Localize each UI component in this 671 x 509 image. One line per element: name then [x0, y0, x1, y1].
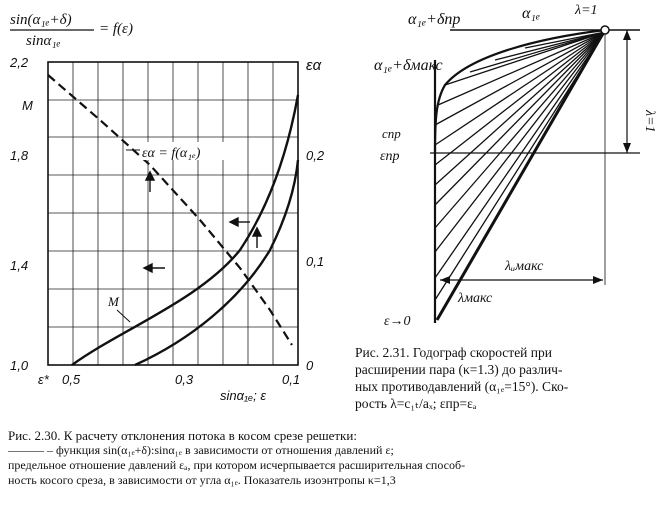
fig231-apex-point: [601, 26, 609, 34]
fig231-label-eps-pr: εпр: [380, 149, 400, 164]
fig230-left-tick-1: 1,8: [10, 148, 29, 163]
fig231-caption-line-1: Рис. 2.31. Годограф скоростей при: [355, 345, 552, 360]
fig230-bottom-tick-3: 0,1: [282, 372, 301, 387]
fig230-bottom-tick-1: 0,5: [62, 372, 81, 387]
fig230-formula-denominator: sinα₁ₑ: [26, 33, 61, 49]
fig231-hodograph: [374, 3, 657, 329]
fig230-curve-M: [72, 95, 298, 365]
fig231-caption-line-2: расширении пара (κ=1.3) до различ-: [355, 362, 563, 377]
fig230-curve-eps-alpha: [135, 160, 298, 365]
fig231-label-lambda-vertical: λ=1: [642, 110, 657, 133]
fig230-left-tick-3: 1,0: [10, 358, 29, 373]
fig230-chart: [9, 12, 325, 403]
fig231-caption: [355, 344, 665, 412]
fig231-caption-line-3: ных противодавлений (α₁ₑ=15°). Ско-: [355, 379, 569, 394]
fig231-label-alpha-1e: α₁ₑ: [522, 5, 541, 22]
fig230-right-tick-1: 0,1: [306, 254, 325, 269]
fig230-left-tick-2: 1,4: [10, 258, 29, 273]
fig231-lambda-max-line: [437, 30, 605, 320]
fig230-label-M-leader: [117, 310, 130, 322]
fig230-bottom-axis-label: sinα₁ₑ; ε: [220, 388, 267, 403]
fig230-formula-numerator: sin(α₁ₑ+δ): [10, 12, 72, 28]
fig231-dim-u-arrow-right: [593, 276, 603, 284]
fig230-label-M-curve: M: [108, 294, 119, 309]
fig231-label-lambda-u-max: λᵤмакс: [505, 259, 544, 274]
fig231-dim-u-arrow-left: [440, 276, 450, 284]
fig230-left-tick-0: 2,2: [10, 55, 29, 70]
fig230-right-tick-0: 0,2: [306, 148, 325, 163]
fig230-caption-line-1: Рис. 2.30. К расчету отклонения потока в косом срезе решетки:: [8, 428, 357, 443]
fig230-caption-line-4: ность косого среза, в зависимости от угла α₁ₑ. Показатель изоэнтропы κ=1,3: [8, 473, 396, 487]
fig230-formula-rhs: = f(ε): [99, 21, 133, 37]
fig230-dashed-curve: [48, 75, 292, 345]
fig231-dim-arrow-bottom: [623, 143, 631, 153]
fig230-bottom-tick-0: ε*: [38, 372, 49, 387]
fig230-bottom-tick-2: 0,3: [175, 372, 194, 387]
fig231-caption-line-4: рость λ=c₁ₜ/aₓ; εпр=εₐ: [355, 396, 477, 411]
fig230-right-tick-2: 0: [306, 358, 314, 373]
fig230-right-axis-label: εα: [306, 57, 322, 74]
fig230-label-eps-curve: εα = f(α₁ₑ): [142, 146, 201, 161]
fig231-label-c-pr: cпр: [382, 126, 401, 141]
fig231-label-alpha-delta-max: α₁ₑ+δмакс: [374, 57, 443, 74]
fig231-label-alpha-delta-pr: α₁ₑ+δпр: [408, 11, 461, 28]
fig231-label-lambda-1: λ=1: [575, 3, 598, 18]
fig230-caption-line-2: ——— – функция sin(α₁ₑ+δ):sinα₁ₑ в зависимости от отношения давлений ε;: [8, 443, 394, 457]
fig231-label-eps-to-0: ε→0: [384, 314, 411, 329]
fig230-caption-line-3: предельное отношение давлений εₐ, при котором исчерпывается расширительная способ-: [8, 458, 466, 472]
fig231-label-lambda-max: λмакс: [458, 291, 493, 306]
fig230-caption: [8, 428, 663, 488]
fig231-dim-arrow-top: [623, 30, 631, 40]
fig230-left-letter-M: M: [22, 98, 33, 113]
